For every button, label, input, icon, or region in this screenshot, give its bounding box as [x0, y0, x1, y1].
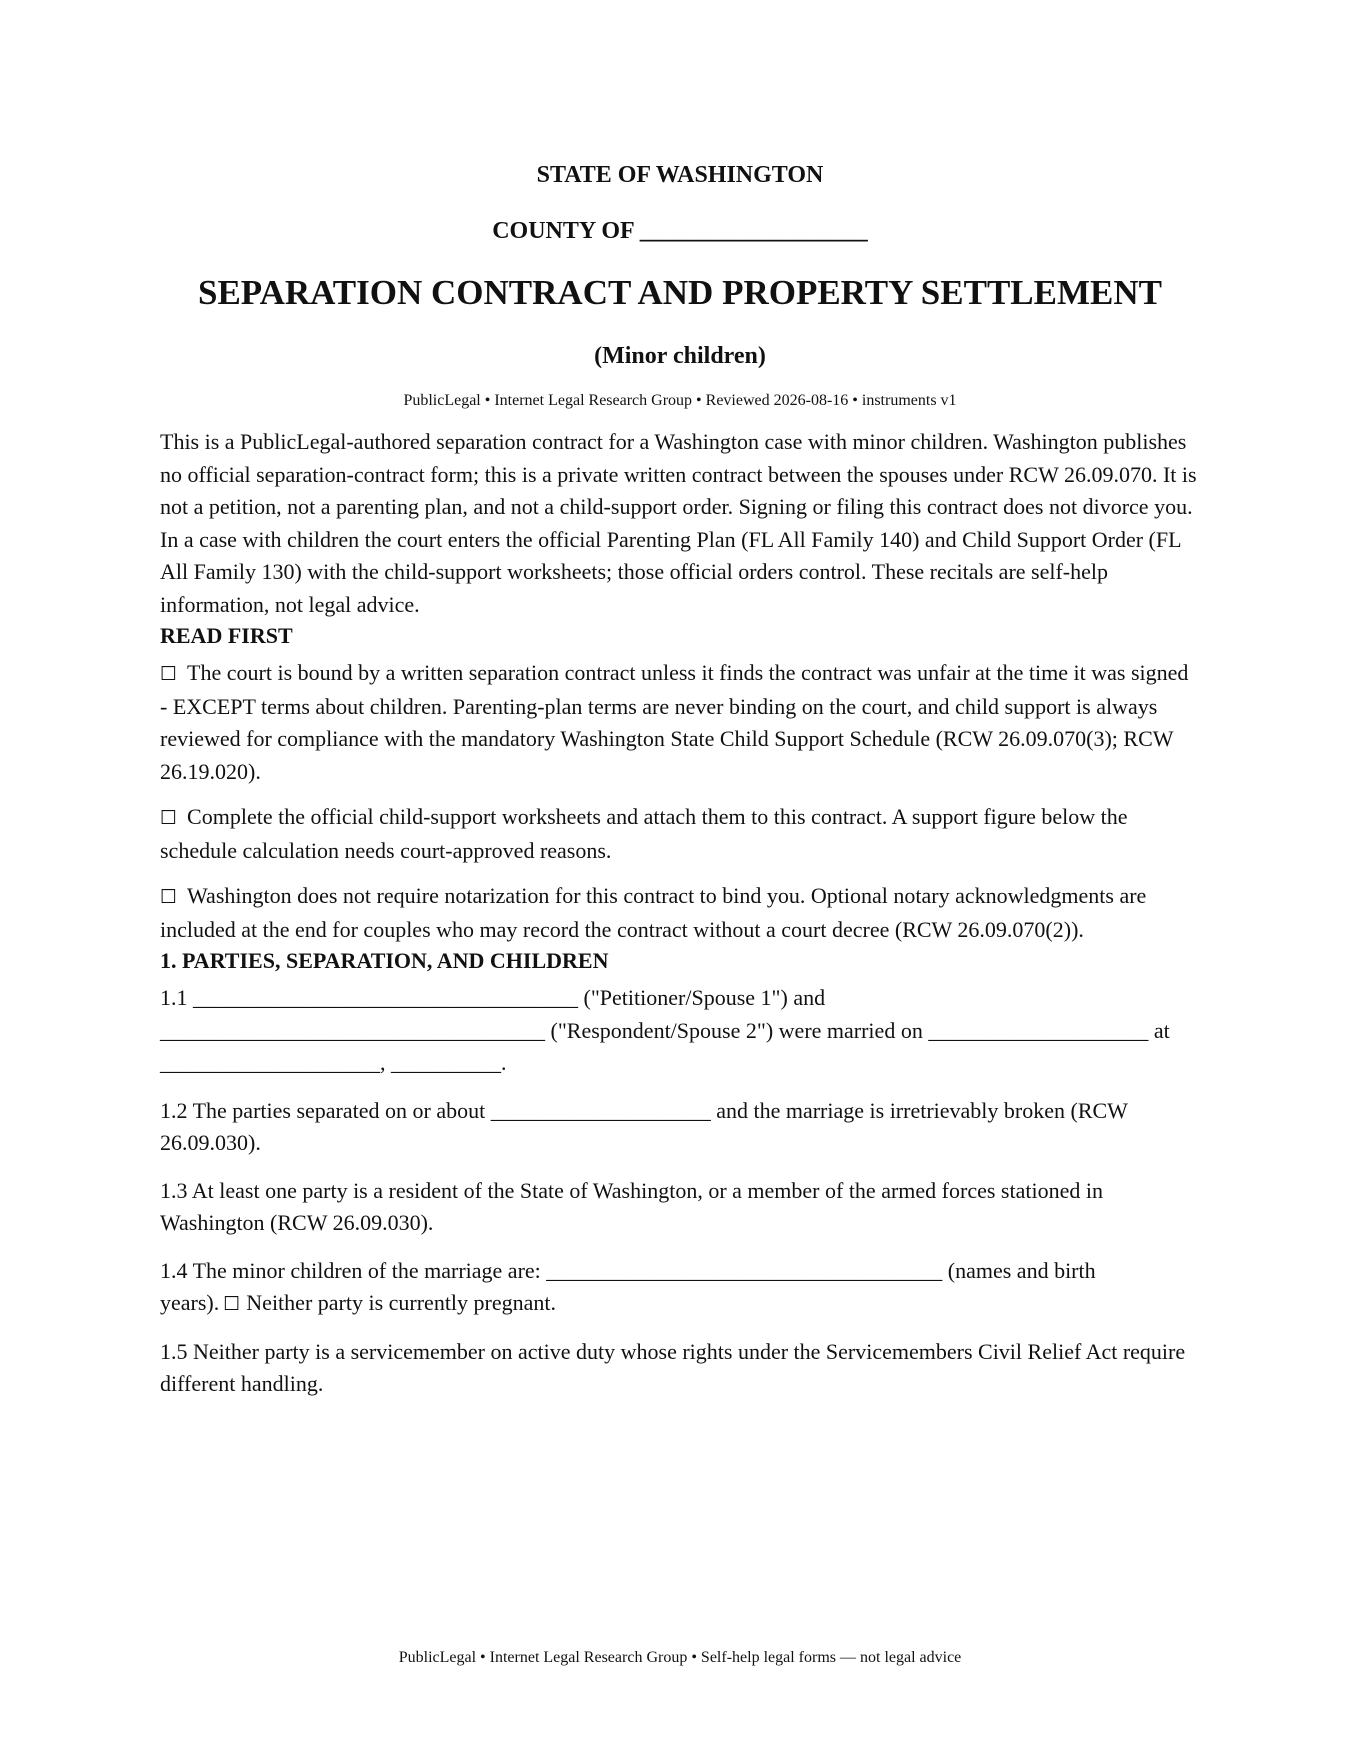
clause-1-4-pregnancy-text: Neither party is currently pregnant.: [246, 1290, 557, 1315]
document-content: [160, 158, 1200, 1401]
checkbox-icon[interactable]: ☐: [223, 1293, 241, 1315]
page-footer: PublicLegal • Internet Legal Research Group • Self-help legal forms — not legal advice: [398, 1649, 962, 1666]
section-1-heading: 1. PARTIES, SEPARATION, AND CHILDREN: [160, 948, 609, 973]
clause-1-5: 1.5 Neither party is a servicemember on active duty whose rights under the Servicemembers Civil Relief Act require different handling.: [160, 1338, 1186, 1396]
read-first-heading: READ FIRST: [160, 623, 293, 648]
document-subtitle: (Minor children): [594, 343, 766, 369]
read-first-item: [160, 801, 1200, 867]
state-heading: STATE OF WASHINGTON: [536, 162, 824, 188]
read-first-item-text: Complete the official child-support worksheets and attach them to this contract. A support figure below the schedule calculation needs court-approved reasons.: [160, 804, 1128, 863]
read-first-item-text: Washington does not require notarization for this contract to bind you. Optional notary acknowledgments are included at the end for couples who may record the contract without a court decree (RCW 26.09.070(2)).: [160, 883, 1147, 942]
checkbox-icon[interactable]: ☐: [160, 807, 178, 829]
document-title: SEPARATION CONTRACT AND PROPERTY SETTLEMENT: [197, 273, 1162, 312]
checkbox-icon[interactable]: ☐: [160, 663, 178, 685]
clause-1-2: 1.2 The parties separated on or about ____________________ and the marriage is irretrievably broken (RCW 26.09.030).: [160, 1097, 1128, 1155]
document-meta: PublicLegal • Internet Legal Research Group • Reviewed 2026-08-16 • instruments v1: [403, 392, 957, 409]
clause-1-1: 1.1 ___________________________________ ("Petitioner/Spouse 1") and ___________________________________ ("Respondent/Spouse 2") were married on ____________________ at ____________________, __________.: [160, 985, 1170, 1075]
clause-1-3: 1.3 At least one party is a resident of the State of Washington, or a member of the armed forces stationed in Washington (RCW 26.09.030).: [160, 1177, 1103, 1235]
intro-paragraph: This is a PublicLegal-authored separation contract for a Washington case with minor children. Washington publishes no official separation-contract form; this is a private written contract between the spouses under RCW 26.09.070. It is not a petition, not a parenting plan, and not a child-support order. Signing or filing this contract does not divorce you. In a case with children the court enters the official Parenting Plan (FL All Family 140) and Child Support Order (FL All Family 130) with the child-support worksheets; those official orders control. These recitals are self-help information, not legal advice.: [160, 429, 1197, 617]
county-heading: COUNTY OF ___________________: [492, 218, 868, 244]
read-first-item: [160, 657, 1200, 788]
read-first-item-text: The court is bound by a written separation contract unless it finds the contract was unfair at the time it was signed - EXCEPT terms about children. Parenting-plan terms are never binding on the court, and child support is always reviewed for compliance with the mandatory Washington State Child Support Schedule (RCW 26.09.070(3); RCW 26.19.020).: [160, 660, 1189, 784]
clause-1-4-text: 1.4 The minor children of the marriage are: ____________________________________ (names and birth years).: [160, 1257, 1096, 1315]
checkbox-icon[interactable]: ☐: [160, 886, 178, 908]
clause-1-4: [160, 1255, 1200, 1321]
read-first-item: [160, 880, 1200, 946]
